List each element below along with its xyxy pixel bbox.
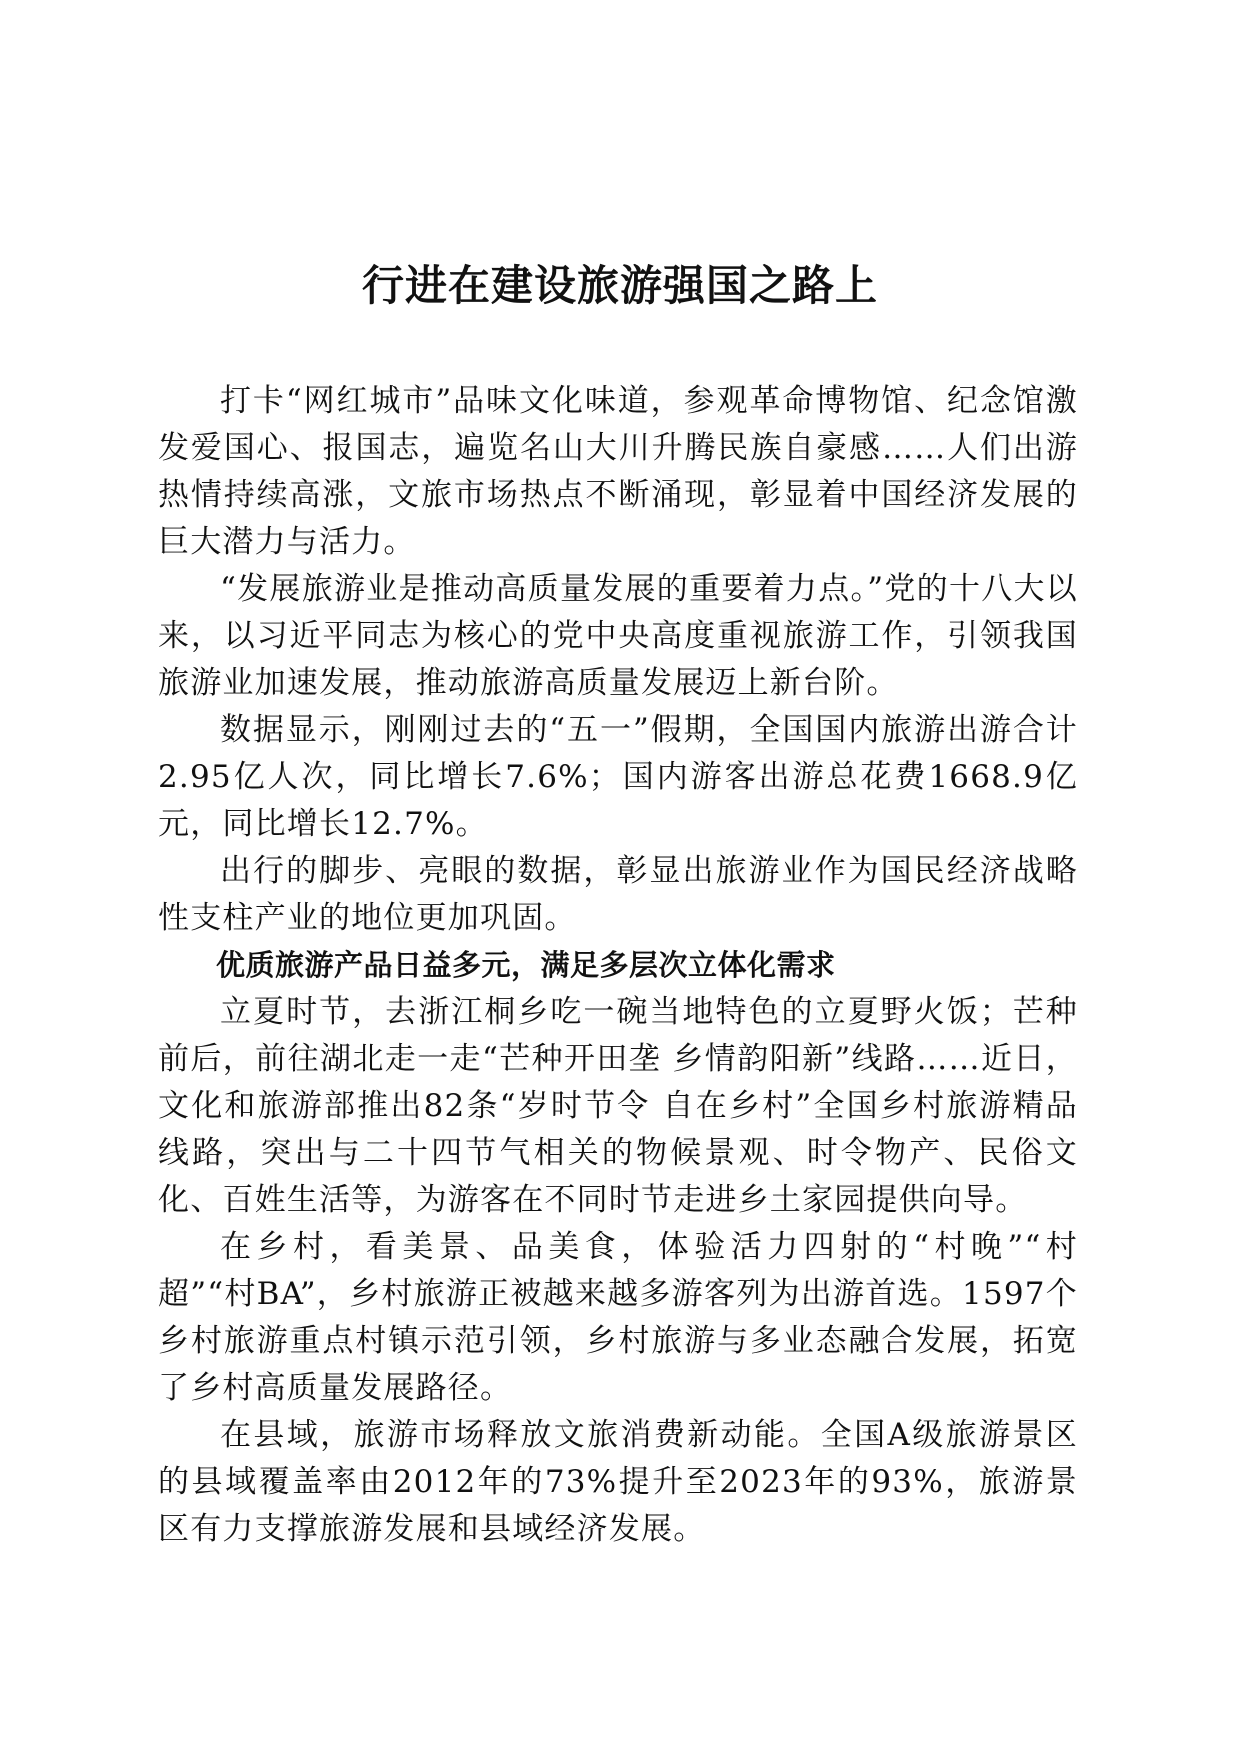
document-title: 行进在建设旅游强国之路上 <box>361 261 878 310</box>
paragraph-statistics: 数据显示，刚刚过去的“五一”假期，全国国内旅游出游合计2.95亿人次，同比增长7.6%；国内游客出游总花费1668.9亿元，同比增长12.7%。 <box>158 712 1078 842</box>
paragraph-rural-tourism: 在乡村，看美景、品美食，体验活力四射的“村晚”“村超”“村BA”，乡村旅游正被越来越多游客列为出游首选。1597个乡村旅游重点村镇示范引领，乡村旅游与多业态融合发展，拓宽了乡村高质量发展路径。 <box>158 1229 1078 1406</box>
paragraph-conclusion: 出行的脚步、亮眼的数据，彰显出旅游业作为国民经济战略性支柱产业的地位更加巩固。 <box>158 853 1078 936</box>
paragraph-county-tourism: 在县域，旅游市场释放文旅消费新动能。全国A级旅游景区的县域覆盖率由2012年的73%提升至2023年的93%，旅游景区有力支撑旅游发展和县域经济发展。 <box>158 1417 1078 1547</box>
paragraph-quote: “发展旅游业是推动高质量发展的重要着力点。”党的十八大以来，以习近平同志为核心的党中央高度重视旅游工作，引领我国旅游业加速发展，推动旅游高质量发展迈上新台阶。 <box>158 571 1078 701</box>
section-heading: 优质旅游产品日益多元，满足多层次立体化需求 <box>216 948 836 982</box>
paragraph-rural-routes: 立夏时节，去浙江桐乡吃一碗当地特色的立夏野火饭；芒种前后，前往湖北走一走“芒种开田垄 乡情韵阳新”线路……近日，文化和旅游部推出82条“岁时节令 自在乡村”全国乡村旅游精品线路，突出与二十四节气相关的物候景观、时令物产、民俗文化、百姓生活等，为游客在不同时节走进乡土家园提供向导。 <box>158 994 1078 1218</box>
article-body <box>158 378 1078 1553</box>
paragraph-intro: 打卡“网红城市”品味文化味道，参观革命博物馆、纪念馆激发爱国心、报国志，遍览名山大川升腾民族自豪感……人们出游热情持续高涨，文旅市场热点不断涌现，彰显着中国经济发展的巨大潜力与活力。 <box>158 383 1078 560</box>
